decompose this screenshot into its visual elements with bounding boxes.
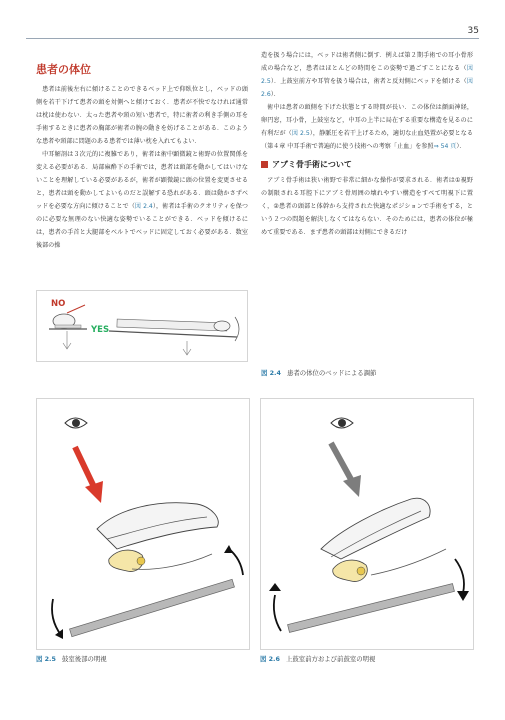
page-number: 35 <box>467 26 479 36</box>
text-run: 造を扱う場合には，ベッドは術者側に倒す．例えば第２期手術での耳小骨形成の場合など，患者はほとんどの時間をこの姿勢で過ごすことになる（ <box>261 52 473 72</box>
figure-2-5-panel <box>36 398 250 650</box>
body-paragraph <box>261 49 473 101</box>
figure-caption-text: 上鼓室前方および前鼓室の明視 <box>285 655 376 663</box>
text-run: ）．上鼓室前方や耳管を扱う場合は，術者と反対側にベッドを傾ける（ <box>270 78 467 85</box>
left-column <box>36 49 248 252</box>
text-run: ），術者は手術のクオリティを保つのに必要な無理のない快適な姿勢でいることができる．ベッドを傾けるには，患者の手首と大腿部をベルトでベッドに固定しておく必要がある．数室後部の操 <box>36 203 248 249</box>
text-run: 術中は患者の頭側を下げた状態とする時間が長い．この体位は顔面神経，卵円窓，耳小骨，上鼓室など，中耳の上半に局在する重要な構造を見るのに有利だが（ <box>261 104 473 137</box>
view-direction-arrow-icon <box>331 443 361 497</box>
no-label: NO <box>51 299 66 309</box>
figure-caption-text: 鼓室後部の明視 <box>61 655 107 663</box>
figure-number: 図 2.4 <box>261 369 281 377</box>
text-run: ），静脈圧を若干上げるため，適切な止血処置が必要となる（第４章 中耳手術で普遍的に使う技術への考察「止血」を参照 <box>261 130 473 150</box>
text-run: 患者は前後左右に傾けることのできるベッド上で仰臥位とし，ベッドの頭側を若干下げて患者の頭を対側へと傾けておく．患者が不快でなければ通常は枕は使わない．太った患者や頸の短い患者で，特に術者の利き手側の耳を手術するときに患者の胸部が術者の腕の動きを妨げることがある．このような患者や頸部に問題のある患者では薄い枕を入れてもよい． <box>36 86 248 145</box>
subsection-heading <box>261 159 473 170</box>
figure-2-4-caption <box>261 368 376 377</box>
square-bullet-icon <box>261 161 268 168</box>
figure-reference[interactable]: 図 2.5 <box>261 65 473 85</box>
text-run: アブミ骨手術は狭い術野で非常に細かな操作が要求される．術者は①視野の制限される耳腔下にアブミ骨周囲の壊れやすい構造をすべて明視下に置く，②患者の頭部と体幹から支持された快適なポジションで手術をする，という２つの問題を解決しなくてはならない．そのためには，患者の体位が極めて重要である．まず患者の頭部は対側にできるだけ <box>261 177 473 236</box>
body-paragraph <box>261 174 473 239</box>
right-column <box>261 49 473 239</box>
body-paragraph <box>261 101 473 153</box>
page-reference[interactable]: ⇒ 54 頁 <box>433 143 457 150</box>
figure-2-4-illustration <box>37 291 247 361</box>
view-direction-arrow-icon <box>75 447 103 503</box>
figure-reference[interactable]: 図 2.6 <box>261 78 473 98</box>
text-run: ）． <box>270 91 280 98</box>
figure-2-6-caption <box>260 654 375 663</box>
eye-icon <box>331 418 353 428</box>
subsection-heading-text: アブミ骨手術について <box>272 160 352 169</box>
figure-number: 図 2.6 <box>260 655 280 663</box>
yes-label: YES <box>91 325 110 335</box>
figure-2-5-illustration <box>37 399 249 649</box>
figure-2-4-panel <box>36 290 248 362</box>
text-run: ）． <box>456 143 466 150</box>
figure-2-6-illustration <box>261 399 473 649</box>
body-paragraph <box>36 148 248 252</box>
section-heading: 患者の体位 <box>36 63 91 76</box>
body-paragraph <box>36 83 248 148</box>
top-rule <box>26 38 479 39</box>
figure-reference[interactable]: 図 2.4 <box>134 203 153 210</box>
eye-icon <box>65 418 87 428</box>
figure-reference[interactable]: 図 2.5 <box>291 130 310 137</box>
figure-caption-text: 患者の体位のベッドによる調節 <box>286 369 377 377</box>
text-run: 中耳解剖は３次元的に複雑であり，術者は術中顕微鏡と術野の位置関係を変える必要がある．局部麻酔下の手術では，患者は頭部を動かしてはいけないことを理解している必要があるが，術者が顕微鏡に頭の位置を変更させると，患者は頭を動かしてよいものだと誤解する恐れがある．頭は動かさずベッドを必要な方向に傾けることで（ <box>36 151 248 210</box>
figure-2-6-panel <box>260 398 474 650</box>
figure-2-5-caption <box>36 654 107 663</box>
figure-number: 図 2.5 <box>36 655 56 663</box>
